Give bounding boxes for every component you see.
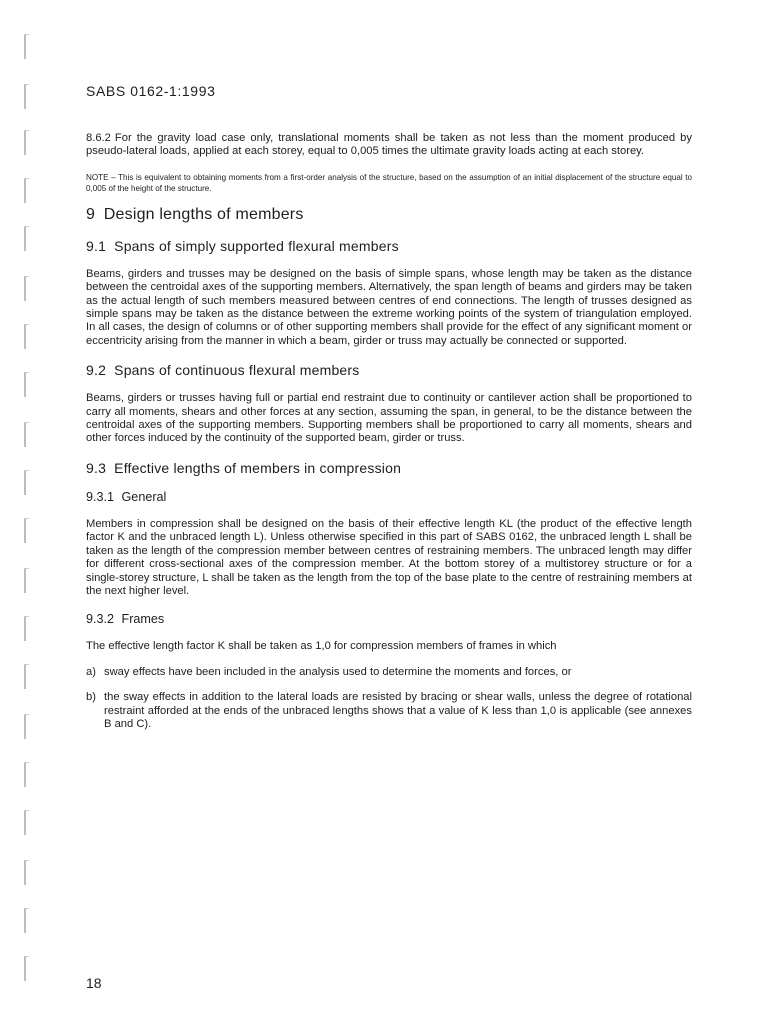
section-title: Design lengths of members [103, 205, 304, 223]
document-header: SABS 0162-1:1993 [86, 83, 216, 99]
section-title: General [121, 489, 167, 504]
list-item [86, 691, 692, 731]
section-9-3-2-intro: The effective length factor K shall be taken as 1,0 for compression members of frames in which [86, 640, 557, 653]
list-item-text: the sway effects in addition to the lateral loads are resisted by bracing or shear walls, unless the degree of rotational restraint afforded at the ends of the unbraced lengths shows that a value of K less than 1,0 is applicable (see annexes B and C). [104, 691, 692, 730]
section-title: Spans of continuous flexural members [114, 362, 360, 379]
clause-8-6-2 [86, 132, 692, 159]
clause-text: For the gravity load case only, translational moments shall be taken as not less than the moment produced by pseudo-lateral loads, applied at each storey, equal to 0,005 times the ultimate gravity loads acting at each storey. [86, 132, 692, 158]
section-heading-9-3-1 [86, 490, 692, 504]
section-heading-9-3 [86, 460, 692, 476]
section-9-1-text: Beams, girders and trusses may be designed on the basis of simple spans, whose length may be taken as the distance between the centroidal axes of the supporting members. Alternatively, the span length of beams and girders may be taken as the actual length of such members measured between centres of end connections. The length of trusses designed as simple spans may be taken as the distance between the extreme working points of the system of triangulation employed. In all cases, the design of columns or of other supporting members shall provide for the effect of any significant moment or eccentricity arising from the manner in which a beam, girder or truss may actually be connected or supported. [86, 267, 692, 347]
section-heading-9-3-2 [86, 612, 692, 626]
clause-number: 8.6.2 [86, 132, 111, 144]
section-number: 9.3.1 [86, 489, 115, 504]
list-marker: b) [86, 691, 96, 704]
section-number: 9.2 [86, 362, 107, 379]
list-item [86, 666, 692, 679]
section-number: 9.3 [86, 459, 107, 476]
list-marker: a) [86, 665, 96, 678]
page-number: 18 [86, 975, 102, 991]
document-body [86, 132, 692, 731]
binding-holes [14, 20, 44, 1020]
section-9-3-1-text: Members in compression shall be designed on the basis of their effective length KL (the product of the effective length factor K and the unbraced length L). Unless otherwise specified in this part of SABS 0162, the unbraced length L shall be taken as the length of the compression member between centres of restraining members. The unbraced length may differ for different cross-sectional axes of the compression member. At the bottom storey of a multistorey structure or for a single-storey structure, L shall be taken as the length from the top of the base plate to the centre of restraining members at the next higher level. [86, 517, 692, 597]
section-number: 9 [86, 205, 96, 223]
note: NOTE – This is equivalent to obtaining moments from a first-order analysis of the structure, based on the assumption of an initial displacement of the structure equal to 0,005 of the height of the structure. [86, 172, 692, 193]
section-heading-9 [86, 206, 692, 224]
section-number: 9.1 [86, 237, 107, 254]
section-title: Frames [121, 612, 165, 627]
list-item-text: sway effects have been included in the analysis used to determine the moments and forces, or [104, 665, 572, 678]
section-9-2-text: Beams, girders or trusses having full or partial end restraint due to continuity or cantilever action shall be proportioned to carry all moments, shears and other forces at any section, assuming the span, in general, to be the distance between the centroidal axes of the supporting members. Supporting members shall be proportioned to carry all moments, shears and other forces induced by the continuity of the supported beam, girder or truss. [86, 392, 692, 445]
section-number: 9.3.2 [86, 612, 115, 627]
section-heading-9-2 [86, 362, 692, 378]
section-heading-9-1 [86, 238, 692, 254]
section-title: Spans of simply supported flexural members [114, 237, 399, 254]
section-title: Effective lengths of members in compression [114, 459, 402, 476]
